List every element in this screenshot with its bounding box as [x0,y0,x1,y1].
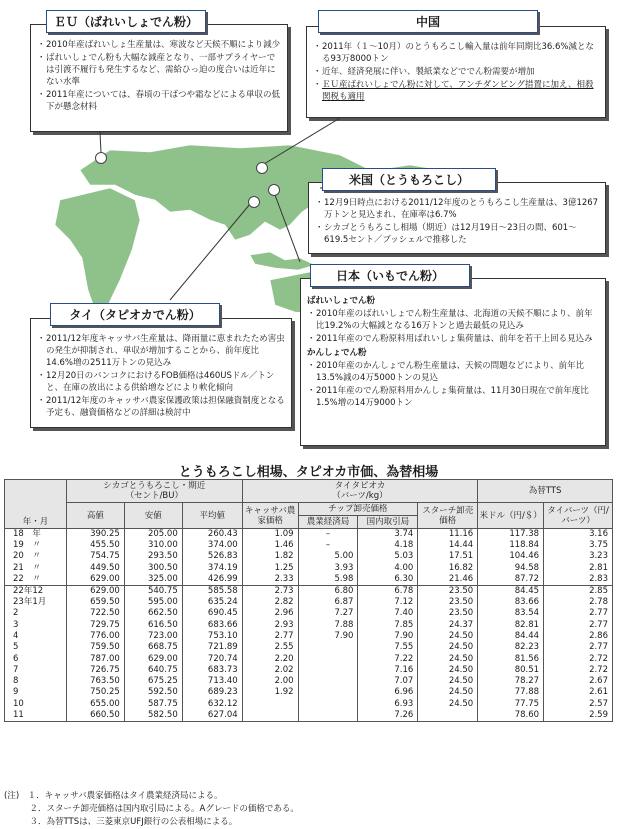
japan-item: ・ 2011年産のでん粉原料用ばれいしょ集荷量は、前年を若干上回る見込み [307,333,599,345]
table-cell: 104.46 [478,551,544,562]
table-cell: 6.80 [298,585,358,597]
table-row [5,619,613,630]
table-cell: 7.55 [358,642,418,653]
table-cell: 7.27 [298,608,358,619]
table-cell [298,676,358,687]
table-cell: – [298,529,358,541]
table-row [5,687,613,698]
table-cell: 117.38 [478,529,544,541]
table-cell: 7.90 [298,631,358,642]
row-period: 22 〃 [5,574,67,586]
table-cell: 726.75 [66,665,124,676]
table-cell: 11.16 [418,529,478,541]
table-cell: 585.58 [182,585,242,597]
table-row [5,585,613,597]
table-cell: 2.59 [544,710,613,722]
table-cell: 754.75 [66,551,124,562]
table-cell: 6.87 [298,597,358,608]
table-row [5,574,613,586]
table-cell [298,665,358,676]
table-cell: 310.00 [124,540,182,551]
table-cell: – [298,540,358,551]
table-cell: 763.50 [66,676,124,687]
table-cell: 7.40 [358,608,418,619]
table-cell: 2.85 [544,585,613,597]
table-cell: 5.03 [358,551,418,562]
japan-marker [268,184,280,196]
table-cell: 595.00 [124,597,182,608]
table-cell: 3.93 [298,563,358,574]
table-cell: 750.25 [66,687,124,698]
japan-item: ・ 2011年産のでん粉原料用かんしょ集荷量は、11月30日現在で前年度比1.5%増の14万9000トン [307,385,599,409]
table-cell [298,642,358,653]
table-row [5,608,613,619]
table-cell: 2.77 [544,608,613,619]
china-item: ・ 2011年（１～10月）のとうもろこし輸入量は前年同期比36.6%減となる93万8000トン [313,41,599,65]
row-period: 22年12 [5,585,67,597]
table-cell: 713.40 [182,676,242,687]
table-cell: 6.96 [358,687,418,698]
table-cell: 24.50 [418,699,478,710]
row-period: 23年1月 [5,597,67,608]
eu-item: ・ 2010年産ばれいしょ生産量は、寒波など天候不順により減少 [37,39,281,51]
table-cell: 77.88 [478,687,544,698]
table-cell: 1.46 [242,540,298,551]
table-cell: 587.75 [124,699,182,710]
table-cell: 84.44 [478,631,544,642]
table-cell: 24.50 [418,642,478,653]
table-cell: 23.50 [418,585,478,597]
table-cell: 80.51 [478,665,544,676]
table-cell [298,687,358,698]
header-low: 安値 [124,503,182,529]
thailand-item: ・ 2011/12年度キャッサバ生産量は、降雨量に恵まれたため害虫の発生が抑制され、単収が増加することから、前年度比14.6%増の2511万トンの見込み [37,333,285,369]
china-item: ・ 近年、経済発展に伴い、製紙業などででん粉需要が増加 [313,66,599,78]
table-cell: 24.50 [418,687,478,698]
table-cell: 82.81 [478,619,544,630]
eu-item: ・ ばれいしょでん粉も大幅な減産となり、一部サプライヤーでは引渡不履行も発生するなど、需給ひっ迫の度合いは近年にない水準 [37,52,281,88]
header-chip-farm: 農業経済局 [298,516,358,529]
table-row [5,563,613,574]
header-chicago: シカゴとうもろこし・期近 （セント/BU） [66,480,242,503]
china-marker [256,162,268,174]
table-cell: 759.50 [66,642,124,653]
thailand-title: タイ（タピオカでん粉） [50,303,220,326]
table-cell: 6.30 [358,574,418,586]
row-period: 3 [5,619,67,630]
table-row [5,597,613,608]
table-cell: 720.74 [182,653,242,664]
table-cell: 205.00 [124,529,182,541]
table-cell: 4.00 [358,563,418,574]
row-period: 10 [5,699,67,710]
row-period: 2 [5,608,67,619]
row-period: 8 [5,676,67,687]
eu-title: ＥＵ（ばれいしょでん粉） [46,10,206,33]
table-cell: 592.50 [124,687,182,698]
table-row [5,699,613,710]
table-cell: 7.22 [358,653,418,664]
header-period: 年・月 [5,480,67,529]
row-period: 18 年 [5,529,67,541]
table-row [5,540,613,551]
table-cell: 540.75 [124,585,182,597]
table-cell: 2.72 [544,665,613,676]
header-high: 高値 [66,503,124,529]
table-cell: 3.23 [544,551,613,562]
table-body [5,529,613,722]
table-cell: 729.75 [66,619,124,630]
table-cell: 787.00 [66,653,124,664]
table-cell: 390.25 [66,529,124,541]
table-cell: 84.45 [478,585,544,597]
table-row [5,653,613,664]
table-cell: 87.72 [478,574,544,586]
table-row [5,710,613,722]
table-cell: 82.23 [478,642,544,653]
table-cell: 675.25 [124,676,182,687]
table-cell: 374.00 [182,540,242,551]
table-row [5,631,613,642]
table-row [5,665,613,676]
table-cell: 23.50 [418,608,478,619]
table-cell: 24.50 [418,631,478,642]
row-period: 9 [5,687,67,698]
table-cell: 3.74 [358,529,418,541]
table-cell: 7.88 [298,619,358,630]
table-title: とうもろこし相場、タピオカ市価、為替相場 [178,465,439,480]
eu-marker [95,152,107,164]
price-table [4,479,613,722]
table-row [5,551,613,562]
table-cell: 722.50 [66,608,124,619]
table-row [5,642,613,653]
table-cell: 2.57 [544,699,613,710]
table-cell: 2.73 [242,585,298,597]
table-cell: 2.33 [242,574,298,586]
table-cell: 374.19 [182,563,242,574]
table-cell: 2.86 [544,631,613,642]
header-starch: スターチ卸売価格 [418,503,478,529]
header-fx: 為替TTS [478,480,613,503]
table-cell: 449.50 [66,563,124,574]
japan-title: 日本（いもでん粉） [310,264,470,287]
row-period: 7 [5,665,67,676]
row-period: 11 [5,710,67,722]
japan-sub-potato: ばれいしょでん粉 [307,296,376,306]
table-cell: 293.50 [124,551,182,562]
table-cell: 2.67 [544,676,613,687]
china-item: ・ ＥＵ産ばれいしょでん粉に対して、アンチダンピング措置に加え、相殺関税も適用 [313,79,599,103]
table-cell: 5.98 [298,574,358,586]
table-cell: 3.16 [544,529,613,541]
table-cell: 1.92 [242,687,298,698]
table-cell: 426.99 [182,574,242,586]
table-cell: 662.50 [124,608,182,619]
table-cell: 24.50 [418,665,478,676]
table-cell: 690.45 [182,608,242,619]
table-cell: 21.46 [418,574,478,586]
table-cell: 77.75 [478,699,544,710]
table-cell: 6.78 [358,585,418,597]
table-cell: 2.93 [242,619,298,630]
table-cell: 7.90 [358,631,418,642]
row-period: 19 〃 [5,540,67,551]
table-cell: 78.60 [478,710,544,722]
table-cell: 2.96 [242,608,298,619]
table-cell: 655.00 [66,699,124,710]
note-line: ３．為替TTSは、三菱東京UFJ銀行の公表相場による。 [4,817,238,827]
table-cell: 24.50 [418,676,478,687]
table-cell [298,710,358,722]
table-cell: 24.50 [418,653,478,664]
table-cell [242,699,298,710]
header-tapioca: タイタピオカ （バーツ/kg） [242,480,478,503]
japan-item: ・ 2010年産のばれいしょでん粉生産量は、北海道の天候不順により、前年比19.2%の大幅減となる16万トンと過去最低の見込み [307,308,599,332]
table-cell: 300.50 [124,563,182,574]
table-cell [298,653,358,664]
table-cell: 2.72 [544,653,613,664]
row-period: 20 〃 [5,551,67,562]
table-cell: 2.77 [544,619,613,630]
table-cell: 81.56 [478,653,544,664]
note-line: (注) １．キャッサバ農家価格はタイ農業経済局による。 [4,791,223,801]
table-cell: 5.00 [298,551,358,562]
header-usd: 米ドル（円/＄） [478,503,544,529]
table-cell: 2.02 [242,665,298,676]
table-cell: 260.43 [182,529,242,541]
table-cell: 632.12 [182,699,242,710]
table-cell: 2.00 [242,676,298,687]
table-cell: 635.24 [182,597,242,608]
table-cell: 616.50 [124,619,182,630]
table-cell: 118.84 [478,540,544,551]
table-cell: 7.26 [358,710,418,722]
table-cell: 7.12 [358,597,418,608]
usa-item: ・ 12月9日時点における2011/12年度のとうもろこし生産量は、3億1267万トンと見込まれ、在庫率は6.7% [315,197,599,221]
table-cell: 17.51 [418,551,478,562]
table-cell: 659.50 [66,597,124,608]
table-cell: 776.00 [66,631,124,642]
table-cell: 4.18 [358,540,418,551]
table-cell: 2.77 [242,631,298,642]
table-cell: 1.82 [242,551,298,562]
table-cell: 14.44 [418,540,478,551]
china-title: 中国 [318,10,538,33]
table-cell: 7.07 [358,676,418,687]
note-line: ２．スターチ卸売価格は国内取引局による。Aグレードの価格である。 [4,804,299,814]
table-cell [242,710,298,722]
table-cell: 325.00 [124,574,182,586]
table-cell: 721.89 [182,642,242,653]
usa-item: ・ シカゴとうもろこし相場（期近）は12月19日～23日の間、601～619.5セント／ブッシェルで推移した [315,222,599,246]
table-cell: 1.25 [242,563,298,574]
table-cell: 2.61 [544,687,613,698]
row-period: 4 [5,631,67,642]
table-cell: 629.00 [66,585,124,597]
row-period: 6 [5,653,67,664]
table-cell: 1.09 [242,529,298,541]
table-row [5,529,613,541]
table-cell: 94.58 [478,563,544,574]
table-cell [298,699,358,710]
usa-title: 米国（とうもろこし） [322,168,496,191]
row-period: 5 [5,642,67,653]
table-cell: 6.93 [358,699,418,710]
table-cell: 660.50 [66,710,124,722]
table-cell: 753.10 [182,631,242,642]
japan-sub-sweetpotato: かんしょでん粉 [307,348,367,358]
table-cell: 24.37 [418,619,478,630]
header-baht: タイバーツ（円/バーツ） [544,503,613,529]
thailand-marker [248,196,260,208]
table-cell: 683.66 [182,619,242,630]
table-cell: 78.27 [478,676,544,687]
header-chip: チップ卸売価格 [298,503,418,516]
table-cell: 16.82 [418,563,478,574]
table-cell: 2.81 [544,563,613,574]
table-cell: 23.50 [418,597,478,608]
eu-item: ・ 2011年産については、春頃の干ばつや霜などによる単収の低下が懸念材料 [37,89,281,113]
table-cell: 582.50 [124,710,182,722]
table-cell: 455.50 [66,540,124,551]
table-cell: 689.23 [182,687,242,698]
table-cell: 3.75 [544,540,613,551]
table-cell: 640.75 [124,665,182,676]
table-cell [418,710,478,722]
table-cell: 83.66 [478,597,544,608]
thailand-item: ・ 2011/12年度のキャッサバ農家保護政策は担保融資制度となる予定も、融資価格などの詳細は検討中 [37,395,285,419]
table-cell: 83.54 [478,608,544,619]
table-cell: 2.55 [242,642,298,653]
table-row [5,676,613,687]
header-cassava: キャッサバ農家価格 [242,503,298,529]
table-cell: 2.83 [544,574,613,586]
table-cell: 2.77 [544,642,613,653]
table-cell: 683.73 [182,665,242,676]
table-cell: 526.83 [182,551,242,562]
thailand-item: ・ 12月20日のバンコクにおけるFOB価格は460USドル／トンと、在庫の放出による供給増などにより軟化傾向 [37,370,285,394]
table-cell: 7.85 [358,619,418,630]
table-cell: 2.20 [242,653,298,664]
table-cell: 627.04 [182,710,242,722]
table-cell: 2.78 [544,597,613,608]
notes [4,790,299,829]
table-cell: 7.16 [358,665,418,676]
japan-item: ・ 2010年産のかんしょでん粉生産量は、天候の問題などにより、前年比13.5%減の4万5000トンの見込 [307,360,599,384]
table-cell: 2.82 [242,597,298,608]
header-chip-domestic: 国内取引局 [358,516,418,529]
row-period: 21 〃 [5,563,67,574]
table-cell: 668.75 [124,642,182,653]
table-cell: 629.00 [66,574,124,586]
table-cell: 723.00 [124,631,182,642]
header-avg: 平均値 [182,503,242,529]
table-cell: 629.00 [124,653,182,664]
